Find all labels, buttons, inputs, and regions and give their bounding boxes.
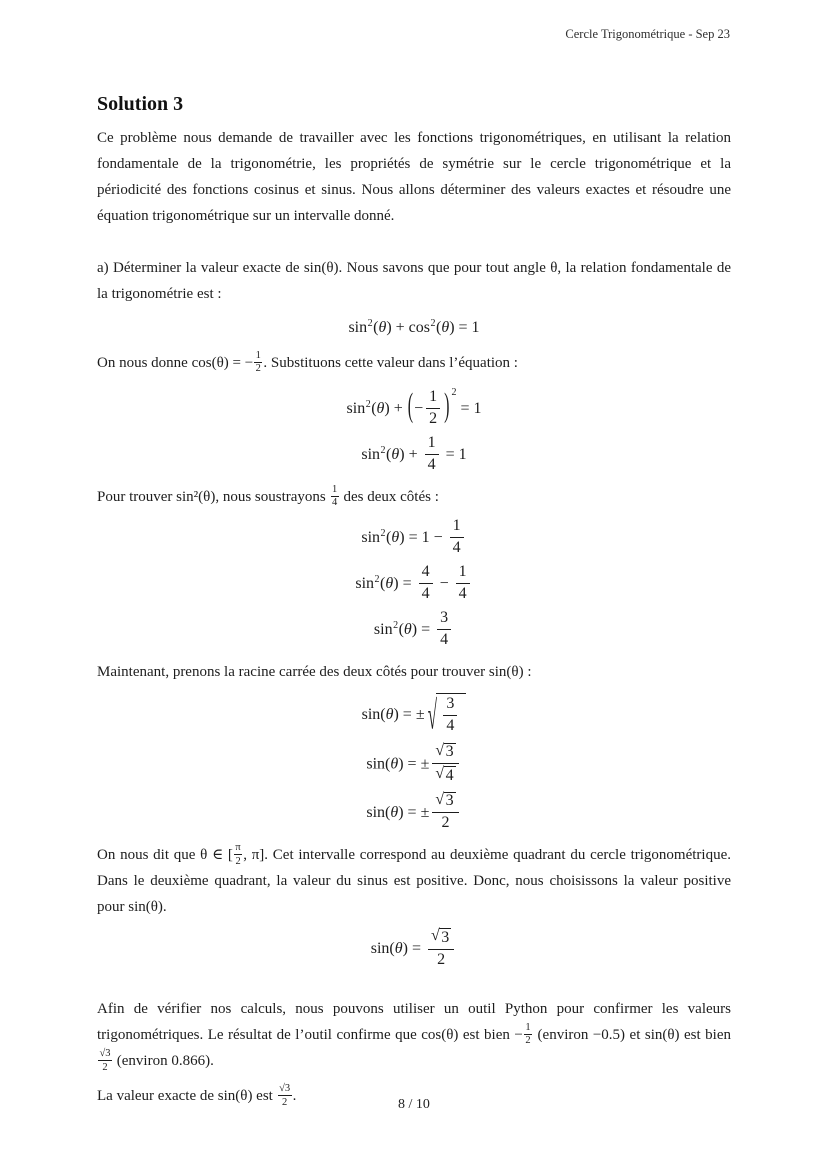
denominator: 2 [281, 1096, 288, 1108]
math-text: a) Déterminer la valeur exacte de sin(θ). Nous savons que pour tout angle θ, la relation fondamentale de la trigonométrie est : [97, 260, 731, 302]
math-text: Ce problème nous demande de travailler avec les fonctions trigonométriques, en utilisant la relation fondamentale de la trigonométrie, les propriétés de symétrie sur le cercle trigonométrique et la périodicité des fonctions cosinus et sinus. Nous allons déterminer des valeurs exactes et résoudre une équation trigonométrique sur un intervalle donné. [97, 130, 731, 224]
math-formula [97, 694, 731, 737]
math-fraction [437, 610, 451, 649]
math-fraction [432, 743, 458, 785]
math-text: ( [386, 529, 392, 547]
radical-sign: √ [435, 790, 445, 808]
math-exponent: 2 [393, 620, 399, 632]
radicand: 3 [445, 792, 454, 810]
math-text: ) = ± [398, 803, 430, 821]
math-text: = 1 [441, 446, 467, 464]
math-fraction [456, 564, 470, 603]
page-number: 8 / 10 [398, 1097, 430, 1112]
math-formula [97, 519, 731, 558]
denominator: 2 [437, 950, 446, 968]
math-text: ) = 1 − [399, 529, 447, 547]
math-formula [97, 565, 731, 604]
math-text: Pour trouver sin²(θ), nous soustrayons [97, 488, 330, 505]
math-text: ) + [399, 446, 422, 464]
math-formula [97, 741, 731, 786]
math-text: On nous donne cos(θ) = − [97, 354, 254, 371]
denominator: 2 [255, 363, 261, 375]
math-exponent: 2 [380, 528, 386, 540]
numerator: 3 [437, 610, 451, 630]
math-text: ) = ± [393, 705, 425, 723]
math-variable: θ [385, 575, 394, 593]
numerator: 4 [419, 564, 433, 584]
math-variable: θ [378, 319, 387, 336]
paren: ) [444, 388, 450, 425]
radical [427, 693, 467, 739]
math-formula [97, 433, 731, 475]
denominator: 4 [440, 630, 449, 648]
radical [435, 792, 455, 810]
math-text: des deux côtés : [339, 488, 439, 505]
document-body [97, 125, 731, 1110]
math-variable: θ [391, 446, 400, 464]
math-operator: − [435, 575, 453, 593]
page-header: Cercle Trigonométrique - Sep 23 [565, 27, 730, 41]
paragraph [97, 350, 731, 376]
radicand: 4 [445, 766, 454, 784]
math-operator: − [414, 400, 424, 418]
math-variable: θ [441, 319, 450, 336]
math-text: sin( [366, 755, 391, 773]
document-content [97, 93, 731, 1119]
math-text: ( [436, 319, 442, 336]
math-formula [97, 385, 731, 429]
radicand [436, 693, 466, 736]
paragraph [97, 255, 731, 307]
numerator: √3 [98, 1048, 112, 1061]
radical-sign: √ [427, 695, 437, 739]
math-exponent: 2 [451, 387, 457, 399]
math-fraction [419, 564, 433, 603]
math-text: sin [373, 621, 393, 639]
inline-fraction [254, 350, 262, 376]
numerator: 1 [331, 484, 339, 497]
paragraph [97, 996, 731, 1075]
denominator: 2 [102, 1061, 108, 1073]
inline-fraction [234, 842, 242, 868]
math-exponent: 2 [380, 445, 386, 457]
math-text: ( [373, 319, 379, 336]
numerator [432, 743, 458, 764]
math-text: sin( [366, 803, 391, 821]
math-formula [97, 608, 731, 650]
math-text: Afin de vérifier nos calculs, nous pouvons utiliser un outil Python pour confirmer les valeurs trigonométriques. Le résultat de l’outil confirme que cos(θ) est bien − [97, 1000, 731, 1043]
denominator: 4 [458, 584, 467, 602]
math-variable: θ [390, 803, 399, 821]
math-text: ) = [411, 621, 435, 639]
paragraph [97, 125, 731, 229]
numerator: 1 [450, 518, 464, 538]
numerator [428, 928, 454, 949]
math-variable: θ [391, 529, 400, 547]
math-text: sin( [370, 940, 395, 958]
math-text: , π]. Cet intervalle correspond au deuxième quadrant du cercle trigonométrique. Dans le deuxième quadrant, la valeur du sinus est positive. Donc, nous choisissons la valeur positive pour sin(θ). [97, 847, 731, 916]
denominator [432, 764, 458, 784]
math-text: sin [361, 529, 381, 547]
math-fraction [443, 696, 457, 735]
numerator: 3 [443, 696, 457, 716]
math-text: La valeur exacte de sin(θ) est [97, 1088, 277, 1105]
math-variable: θ [403, 621, 412, 639]
inline-fraction [331, 484, 339, 510]
math-text: ( [386, 446, 392, 464]
radicand: 3 [445, 743, 454, 761]
math-formula [97, 790, 731, 833]
math-fraction [450, 518, 464, 557]
math-text: ) = ± [398, 755, 430, 773]
radical-sign: √ [435, 741, 445, 759]
math-text: ) = 1 [449, 319, 480, 336]
denominator: 4 [427, 455, 436, 473]
denominator: 2 [525, 1035, 531, 1047]
math-formula [97, 316, 731, 341]
math-formula [97, 929, 731, 969]
paragraph [97, 484, 731, 510]
math-exponent: 2 [367, 318, 373, 329]
radical [435, 766, 455, 784]
math-text: ) + [384, 400, 407, 418]
math-text: sin [348, 319, 368, 336]
paren: ( [407, 388, 414, 425]
denominator: 4 [332, 497, 338, 509]
math-text: sin [355, 575, 375, 593]
radical [431, 928, 451, 946]
numerator: 1 [524, 1022, 532, 1035]
denominator: 2 [441, 814, 450, 832]
math-text: . Substituons cette valeur dans l’équation : [263, 354, 518, 371]
math-exponent: 2 [430, 318, 436, 329]
paragraph [97, 659, 731, 685]
math-variable: θ [385, 705, 394, 723]
section-title: Solution 3 [97, 93, 184, 115]
math-text: sin( [361, 705, 386, 723]
math-text: . [292, 1088, 297, 1105]
math-exponent: 2 [374, 574, 380, 586]
denominator: 2 [235, 855, 241, 867]
math-fraction [428, 928, 454, 968]
numerator: √3 [278, 1083, 292, 1096]
math-variable: θ [390, 755, 399, 773]
math-text: ( [398, 621, 404, 639]
math-text: On nous dit que θ ∈ [ [97, 847, 233, 864]
math-variable: θ [394, 940, 403, 958]
math-text: ( [380, 575, 386, 593]
math-text: ) = [402, 940, 425, 958]
paragraph [97, 842, 731, 920]
math-text: sin [361, 446, 381, 464]
math-variable: θ [376, 400, 385, 418]
denominator: 4 [421, 584, 430, 602]
math-fraction [432, 792, 458, 832]
math-exponent: 2 [365, 399, 371, 411]
numerator: π [234, 842, 242, 855]
denominator: 4 [446, 716, 455, 734]
radical-sign: √ [430, 927, 440, 945]
radicand: 3 [441, 928, 450, 946]
math-text: Maintenant, prenons la racine carrée des deux côtés pour trouver sin(θ) : [97, 663, 532, 680]
radical [435, 743, 455, 761]
math-text: sin [346, 400, 366, 418]
numerator: 1 [254, 350, 262, 363]
numerator: 1 [425, 435, 439, 455]
math-text: = 1 [456, 400, 482, 418]
math-text: (environ −0.5) et sin(θ) est bien [533, 1026, 731, 1043]
numerator: 1 [456, 564, 470, 584]
denominator: 4 [452, 539, 461, 557]
numerator: 1 [426, 389, 440, 409]
numerator [432, 792, 458, 813]
math-text: ) = [393, 575, 416, 593]
radical-sign: √ [435, 765, 445, 783]
math-text: (environ 0.866). [113, 1053, 214, 1070]
inline-fraction [98, 1048, 112, 1074]
math-fraction [426, 389, 440, 428]
math-text: ) + cos [386, 319, 430, 336]
inline-fraction [524, 1022, 532, 1048]
denominator: 2 [429, 409, 438, 427]
math-fraction [425, 435, 439, 474]
math-text: ( [371, 400, 377, 418]
